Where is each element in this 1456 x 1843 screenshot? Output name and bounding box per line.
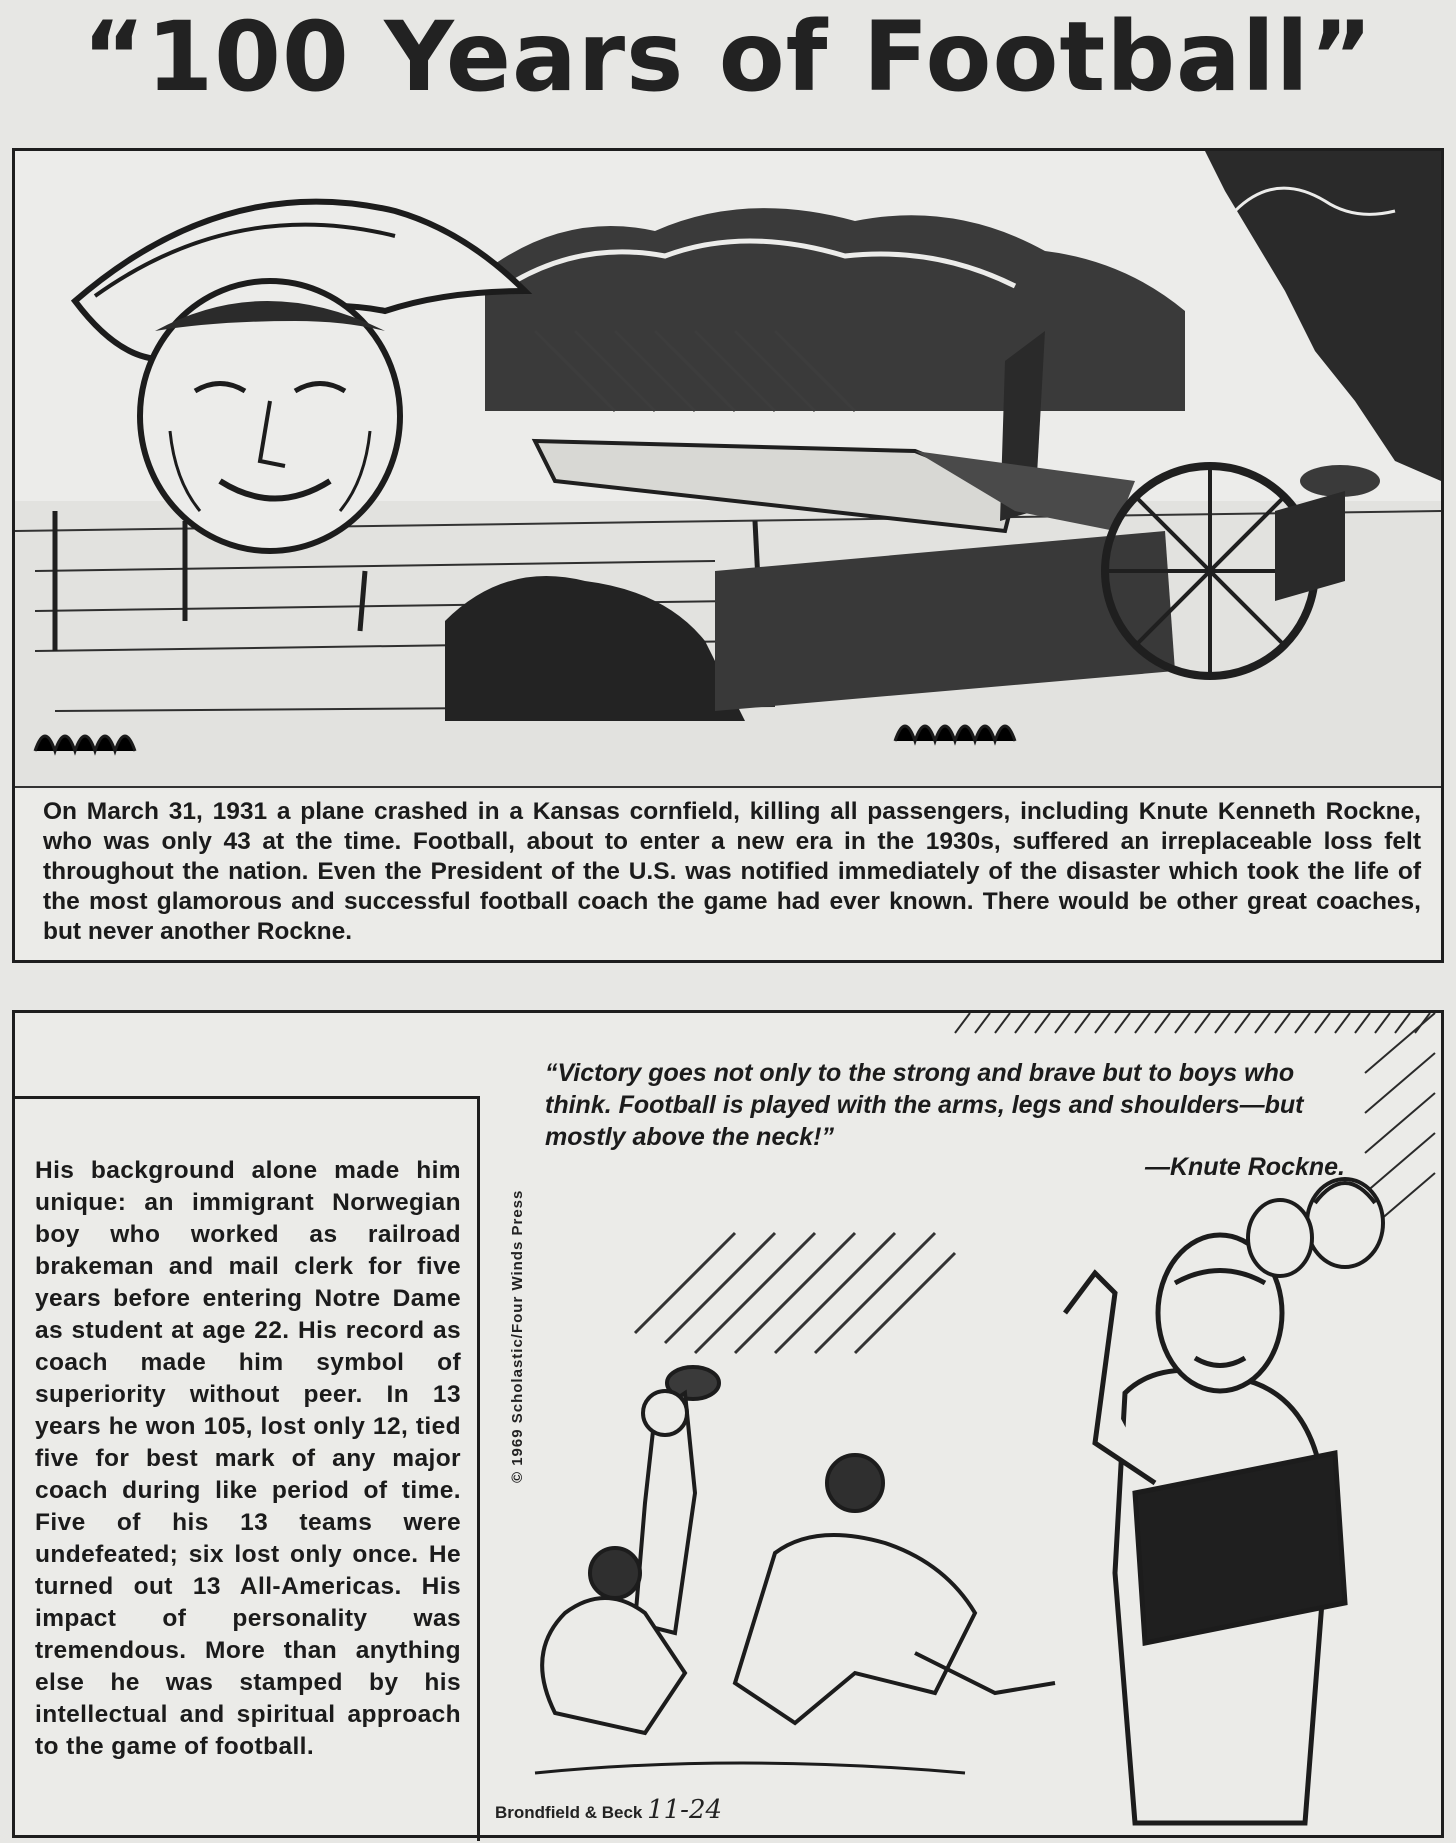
plane-crash-illustration — [15, 151, 1441, 786]
rockne-bio: His background alone made him unique: an immigrant Norwegian boy who worked as railroad brakeman and mail clerk for five years before entering Notre Dame as student at age 22. His record as coach made him symbol of superiority without peer. In 13 years he won 105, lost only 12, tied five for best mark of any major coach during like period of time. Five of his 13 teams were undefeated; six lost only once. He turned out 13 All-Americas. His impact of personality was tremendous. More than anything else he was stamped by his intellectual and spiritual approach to the game of football. — [35, 1157, 461, 1760]
quote-attribution: —Knute Rockne. — [1144, 1153, 1345, 1181]
artist-credit — [495, 1795, 722, 1825]
caption-divider — [15, 786, 1441, 788]
credit-date: 11-24 — [647, 1795, 723, 1825]
credit-names: Brondfield & Beck — [495, 1803, 643, 1822]
page-title: “100 Years of Football” — [82, 1, 1374, 113]
bio-text-box — [15, 1096, 480, 1841]
rockne-quote: “Victory goes not only to the strong and brave but to boys who think. Football is played with the arms, legs and shoulders—but mostly above the neck!” — [545, 1059, 1304, 1151]
bottom-comic-panel — [12, 1010, 1444, 1838]
crash-caption: On March 31, 1931 a plane crashed in a Kansas cornfield, killing all passengers, including Knute Kenneth Rockne, who was only 43 at the time. Football, about to enter a new era in the 1930s, suffered an irreplaceable loss felt throughout the nation. Even the President of the U.S. was notified immediately of the disaster which took the life of the most glamorous and successful football coach the game had ever known. There would be other great coaches, but never another Rockne. — [43, 798, 1421, 945]
copyright-notice: © 1969 Scholastic/Four Winds Press — [509, 1189, 526, 1483]
top-comic-panel — [12, 148, 1444, 963]
